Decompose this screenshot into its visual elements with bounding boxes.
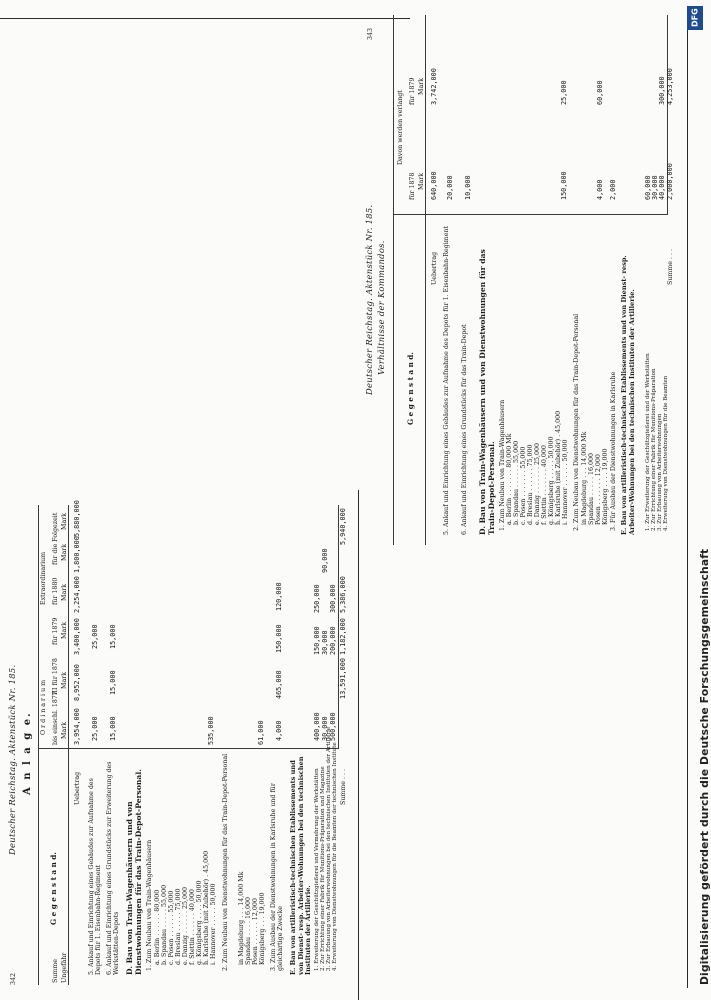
right-D2-line-4: Königsberg . . . . 19,000 bbox=[602, 448, 609, 525]
right-D1-line-1: a. Berlin . . . . . . . 80,000 Mk bbox=[506, 433, 513, 525]
right-E-v2: 30,000 bbox=[651, 175, 659, 200]
right-running-head: Deutscher Reichstag. Aktenstück Nr. 185. bbox=[364, 204, 374, 395]
right-D2-line-1: in Magdeburg . . . 14,000 Mk bbox=[581, 431, 588, 525]
left-D3-v2: 465,000 bbox=[275, 670, 283, 699]
left-sum-label: Summe . . . bbox=[340, 768, 347, 805]
right-col-group: Davon werden verlangt bbox=[397, 90, 404, 165]
left-col-sub-5: Mark bbox=[61, 543, 68, 561]
right-col-head-1: für 1878 bbox=[409, 172, 416, 200]
left-col-divider bbox=[38, 748, 338, 749]
left-D1-line-6: f. Stettin . . . . . . 40,000 bbox=[189, 889, 196, 965]
left-col-head-4: für 1880 bbox=[52, 577, 59, 605]
left-E-v5: 30,000 bbox=[321, 630, 329, 655]
right-D-v2: 25,000 bbox=[560, 80, 568, 105]
left-E-v1: 400,000 bbox=[313, 712, 321, 741]
left-D1: 1. Zum Neubau von Train-Wagenhäusern bbox=[146, 839, 153, 971]
left-transfer-v1: 3,954,000 bbox=[73, 708, 81, 745]
right-col-gegenstand: G e g e n s t a n d. bbox=[406, 352, 415, 425]
right-D2-line-2: Spandau . . . . . 16,000 bbox=[588, 452, 595, 525]
left-E-v6: 90,000 bbox=[321, 548, 329, 573]
left-col-sub-4: Mark bbox=[61, 583, 68, 601]
left-E-v8: 200,000 bbox=[329, 626, 337, 655]
right-sum-v1: 2,000,000 bbox=[666, 163, 674, 200]
right-col-head-2: für 1879 bbox=[409, 77, 416, 105]
right-page bbox=[365, 15, 675, 545]
right-sum-label: Summe . . . bbox=[667, 248, 674, 285]
right-D1-line-7: g. Königsberg . . . . . 50,000 bbox=[548, 436, 555, 525]
left-transfer-v6: 5,880,000 bbox=[73, 500, 81, 537]
left-colhead-rule bbox=[68, 505, 69, 985]
left-sum-v4: 5,940,000 bbox=[339, 508, 347, 545]
right-D-v5: 2,000 bbox=[609, 179, 617, 200]
left-D1-line-8: h. Karlsruhe (mit Zubehör) . 45,000 bbox=[203, 850, 210, 965]
left-D3-v4: 120,000 bbox=[275, 582, 283, 611]
left-section-E: E. Bau von artilleristisch-technischen Etablissements und von Dienst- resp. Arbeiter-Wohnungen bei den technischen Instituten der Artillerie. bbox=[289, 756, 313, 975]
left-D2-line-1: in Magdeburg . . . 14,000 Mk bbox=[238, 871, 245, 965]
right-D1-line-4: d. Breslau . . . . . . 75,000 bbox=[527, 444, 534, 525]
right-D1-line-6: f. Stettin . . . . . . . 40,000 bbox=[541, 445, 548, 525]
left-running-head: Deutscher Reichstag. Aktenstück Nr. 185. bbox=[7, 664, 17, 855]
left-D2-total: 61,000 bbox=[257, 720, 265, 745]
left-page-number: 342 bbox=[10, 972, 17, 985]
right-sum-v2: 4,253,000 bbox=[666, 68, 674, 105]
left-item-5-v2: 25,000 bbox=[91, 624, 99, 649]
right-section-D: D. Bau von Train-Wagenhäusern und von Dienstwohnungen für das Train-Depot-Personal. bbox=[478, 249, 496, 535]
left-item-6: 6. Ankauf und Einrichtung eines Grundstücks zur Erweiterung des Werkstätten-Depots bbox=[106, 761, 121, 975]
right-item-5: 5. Ankauf und Einrichtung eines Gebäudes zur Aufnahme des Depots für 1. Eisenbahn-Regiment bbox=[443, 225, 450, 535]
left-D3-v1: 4,000 bbox=[275, 720, 283, 741]
right-D1-line-8: h. Karlsruhe (mit Zubehör) . 45,000 bbox=[555, 410, 562, 525]
left-E-line-2: 2. Zur Errichtung einer Fabrik für Munitions-Präparation und Magazine bbox=[320, 766, 326, 971]
left-E-line-3: 3. Zur Erbauung von Arbeiterwohnungen bei den technischen Instituten der Artillerie bbox=[326, 726, 332, 971]
right-E-line-1: 1. Zur Erweiterung der Geschützgießerei und der Werkstätten bbox=[645, 353, 651, 531]
right-D2-line-3: Posen . . . . . . . 12,000 bbox=[595, 454, 602, 525]
left-title: A n l a g e. bbox=[22, 711, 33, 795]
left-cols-left-1: Ungefähr bbox=[61, 952, 68, 983]
left-section-D: D. Bau von Train-Wagenhäusern und von Dienstwohnungen für das Train-Depot-Personal. bbox=[125, 769, 143, 975]
left-sum-v2: 1,182,000 bbox=[339, 618, 347, 655]
left-D2: 2. Zum Neubau von Dienstwohnungen für das Train-Depot-Personal bbox=[222, 753, 229, 971]
left-sum-v3: 5,386,000 bbox=[339, 576, 347, 613]
left-E-v3: 250,000 bbox=[313, 584, 321, 613]
left-item-5: 5. Ankauf und Einrichtung eines Gebäudes zur Aufnahme des Depots für 1. Eisenbahn-Regiment bbox=[88, 778, 103, 975]
watermark-text: Digitalisierung gefördert durch die Deutsche Forschungsgemeinschaft bbox=[698, 548, 711, 985]
right-D1-line-2: b. Spandau . . . . . . 55,000 bbox=[513, 440, 520, 525]
right-head-rule bbox=[393, 15, 394, 545]
left-D3-v3: 150,000 bbox=[275, 624, 283, 653]
left-E-line-4: 4. Erweiterung von Dienstwohnungen für die Beamten der technischen Institute bbox=[332, 742, 338, 971]
left-D1-line-2: b. Spandau . . . . . 55,000 bbox=[161, 884, 168, 965]
left-col-gegenstand: G e g e n s t a n d. bbox=[49, 852, 58, 925]
left-D1-line-9: i. Hannover . . . . . 50,000 bbox=[210, 883, 217, 965]
left-transfer-v5: 1,800,000 bbox=[73, 536, 81, 573]
left-E-v9: 300,000 bbox=[329, 584, 337, 613]
left-D1-line-5: e. Danzig . . . . . . 25,000 bbox=[182, 886, 189, 965]
right-D1: 1. Zum Neubau von Train-Wagenhäusern bbox=[499, 399, 506, 531]
right-col-sub-2: Mark bbox=[418, 77, 425, 95]
left-head-rule bbox=[38, 505, 39, 985]
right-D-v4: 60,000 bbox=[596, 80, 604, 105]
right-item-6-v1: 10,000 bbox=[464, 175, 472, 200]
left-transfer-v4: 2,254,000 bbox=[73, 576, 81, 613]
left-sum-v1: 13,591,000 bbox=[339, 658, 347, 699]
top-scan-edge bbox=[0, 18, 410, 19]
right-section-E: E. Bau von artilleristisch-technischen Etablissements und von Dienst- resp. Arbeiter-Wohnungen bei den technischen Instituten der Artillerie. bbox=[620, 255, 636, 535]
right-col-divider bbox=[393, 214, 668, 215]
right-E-v4: 300,000 bbox=[658, 76, 666, 105]
left-transfer-v3: 3,400,000 bbox=[73, 618, 81, 655]
left-D2-line-4: Königsberg . . . 19,000 bbox=[259, 892, 266, 965]
right-sub-head: Verhältnisse der Kommandos. bbox=[376, 240, 386, 375]
right-D1-line-3: c. Posen . . . . . . . 55,000 bbox=[520, 446, 527, 525]
left-D1-line-3: c. Posen . . . . . . 55,000 bbox=[168, 890, 175, 965]
left-col-group-extra: Extraordinarium bbox=[40, 551, 47, 605]
right-D2: 2. Zum Neubau von Dienstwohnungen für das Train-Depot-Personal bbox=[573, 313, 580, 531]
left-col-head-5: für die Folgezeit bbox=[52, 512, 59, 565]
right-D1-line-9: i. Hannover . . . . . . 50,000 bbox=[562, 439, 569, 525]
left-D1-line-4: d. Breslau . . . . . 75,000 bbox=[175, 888, 182, 965]
right-transfer-label: Uebertrag bbox=[431, 251, 438, 285]
right-item-5-v1: 20,000 bbox=[446, 175, 454, 200]
left-col-head-1: bis einschl. 1877 bbox=[52, 691, 59, 745]
right-E-line-3: 3. Zur Erbauung von Arbeiterwohnungen bbox=[657, 413, 663, 531]
right-E-v3: 40,000 bbox=[658, 175, 666, 200]
right-E-line-4: 4. Erweiterung von Dienstwohnungen für die Beamten bbox=[663, 375, 669, 531]
right-D-v1: 150,000 bbox=[560, 171, 568, 200]
left-D3: 3. Zum Ausbau der Dienstwohnungen in Karlsruhe und für gleichartige Zwecke bbox=[270, 783, 285, 971]
left-col-sub-2: Mark bbox=[61, 671, 68, 689]
right-E-v1: 60,000 bbox=[644, 175, 652, 200]
left-E-v2: 150,000 bbox=[313, 626, 321, 655]
left-col-sub-1: Mark bbox=[61, 721, 68, 739]
left-col-sub-3: Mark bbox=[61, 621, 68, 639]
left-E-v4: 30,000 bbox=[321, 716, 329, 741]
left-D1-line-1: a. Berlin . . . . . . 80,000 bbox=[154, 889, 161, 965]
left-transfer-label: Uebertrag bbox=[74, 771, 81, 805]
left-col-sub-6: Mark bbox=[61, 512, 68, 530]
dfg-logo-badge: DFG bbox=[687, 6, 703, 30]
right-page-number: 343 bbox=[367, 27, 374, 40]
left-item-6-v3: 15,000 bbox=[109, 624, 117, 649]
left-col-head-2: III für 1878 bbox=[52, 658, 59, 695]
right-D3: 3. Für Ausbau der Dienstwohnungen in Karlsruhe bbox=[610, 371, 617, 531]
right-transfer-v1: 640,000 bbox=[430, 171, 438, 200]
right-transfer-v2: 3,742,000 bbox=[430, 68, 438, 105]
left-D2-line-3: Posen . . . . . . 12,000 bbox=[252, 898, 259, 965]
right-D-v3: 4,000 bbox=[596, 179, 604, 200]
right-col-sub-1: Mark bbox=[418, 172, 425, 190]
left-D1-total: 535,000 bbox=[207, 716, 215, 745]
left-cols-left-2: Summe bbox=[52, 958, 59, 983]
left-transfer-v2: 8,952,000 bbox=[73, 664, 81, 701]
left-D2-line-2: Spandau . . . . 16,000 bbox=[245, 896, 252, 965]
left-D1-line-7: g. Königsberg . . . . 50,000 bbox=[196, 880, 203, 965]
left-item-6-v1: 15,000 bbox=[109, 716, 117, 741]
left-E-line-1: 1. Erweiterung der Geschützgießerei und Vermehrung der Werkstätten bbox=[314, 768, 320, 971]
left-item-5-v1: 25,000 bbox=[91, 716, 99, 741]
right-E-line-2: 2. Zur Errichtung einer Fabrik für Munitions-Präparation bbox=[651, 368, 657, 531]
left-item-6-v2: 15,000 bbox=[109, 670, 117, 695]
digitization-watermark bbox=[684, 30, 711, 990]
right-D1-line-5: e. Danzig . . . . . . . 25,000 bbox=[534, 442, 541, 525]
right-item-6: 6. Ankauf und Einrichtung eines Grundstücks für das Train-Depot bbox=[461, 324, 468, 535]
left-col-group-ordinarium: O r d i n a r i u m bbox=[40, 679, 47, 735]
left-page bbox=[7, 500, 348, 985]
left-col-head-3: für 1879 bbox=[52, 617, 59, 645]
gutter-line bbox=[358, 490, 359, 1000]
left-E-v7: 500,000 bbox=[329, 712, 337, 741]
